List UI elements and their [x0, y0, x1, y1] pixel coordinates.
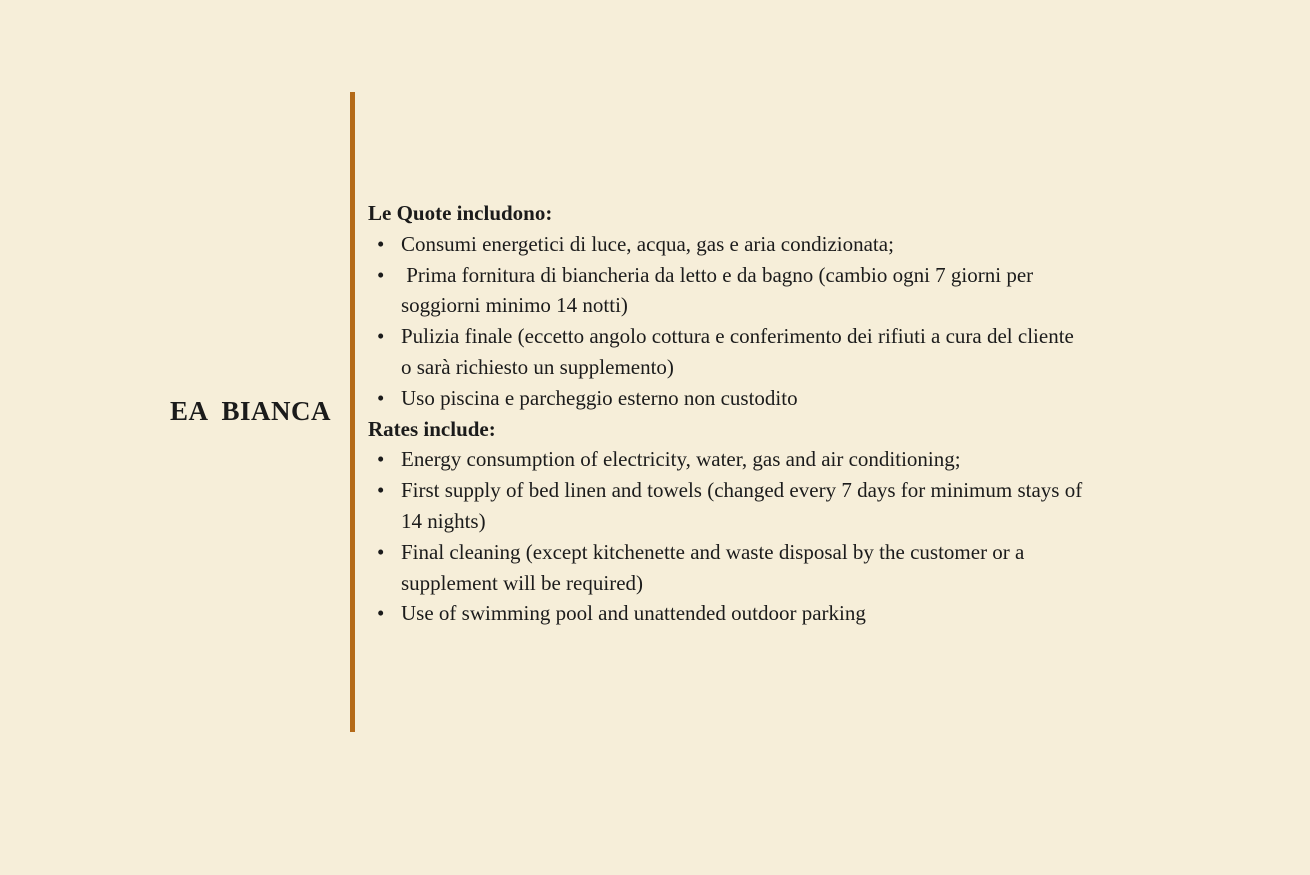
section-heading-italian: Le Quote includono:: [368, 201, 553, 225]
english-rates-section: [368, 414, 1088, 630]
list-item: • First supply of bed linen and towels (changed every 7 days for minimum stays of 14 nights): [368, 475, 1088, 537]
list-item: • Uso piscina e parcheggio esterno non custodito: [368, 383, 1088, 414]
list-item: • Energy consumption of electricity, water, gas and air conditioning;: [368, 444, 1088, 475]
rates-content: [368, 198, 1088, 629]
list-item: • Prima fornitura di biancheria da letto e da bagno (cambio ogni 7 giorni per soggiorni minimo 14 notti): [368, 260, 1088, 322]
list-item: • Pulizia finale (eccetto angolo cottura e conferimento dei rifiuti a cura del cliente o sarà richiesto un supplemento): [368, 321, 1088, 383]
italian-rates-section: [368, 198, 1088, 414]
vertical-divider: [350, 92, 355, 732]
section-heading-english: Rates include:: [368, 416, 496, 441]
property-name-title: EA BIANCA: [170, 396, 332, 426]
english-inclusions-list: [368, 444, 1088, 629]
list-item: • Use of swimming pool and unattended outdoor parking: [368, 598, 1088, 629]
list-item: • Final cleaning (except kitchenette and waste disposal by the customer or a supplement will be required): [368, 537, 1088, 599]
list-item: • Consumi energetici di luce, acqua, gas e aria condizionata;: [368, 229, 1088, 260]
italian-inclusions-list: [368, 229, 1088, 414]
